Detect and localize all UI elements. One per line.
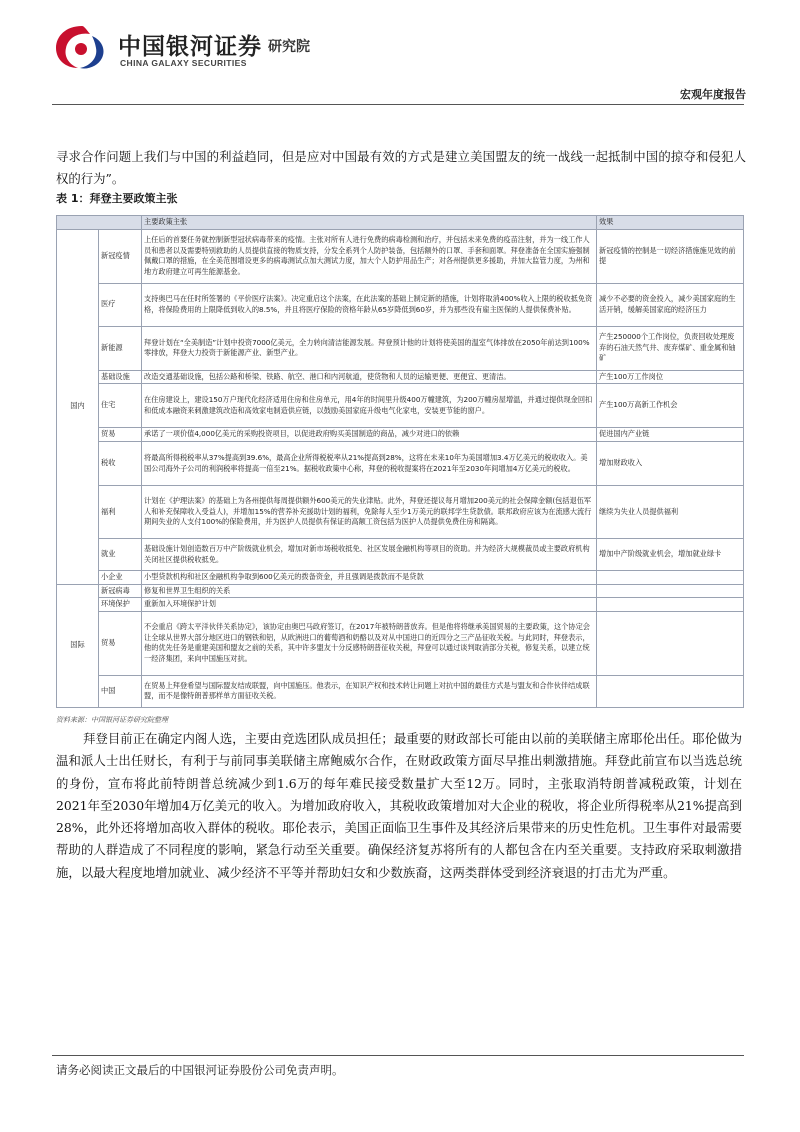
effect-cell: 产生250000个工作岗位，负责回收处理废弃的石油天然气井、废弃煤矿、重金属和铀矿 xyxy=(597,326,744,370)
topic-cell: 福利 xyxy=(99,486,142,539)
domestic-section xyxy=(57,229,744,584)
table-source: 资料来源：中国银河证券研究院整理 xyxy=(56,716,168,724)
table-row xyxy=(57,611,744,675)
topic-cell: 中国 xyxy=(99,675,142,707)
effect-cell: 新冠疫情的控制是一切经济措施施见效的前提 xyxy=(597,229,744,283)
table-row xyxy=(57,571,744,585)
table-row xyxy=(57,326,744,370)
topic-cell: 小企业 xyxy=(99,571,142,585)
effect-cell: 产生100万工作岗位 xyxy=(597,370,744,384)
table-header-row xyxy=(57,216,744,230)
policy-cell: 在贸易上拜登希望与国际盟友结成联盟，向中国施压。他表示，在知识产权和技术转让问题上对抗中国的最佳方式是与盟友和合作伙伴结成联盟，而不是像特朗普那样单方面征收关税。 xyxy=(142,675,597,707)
effect-cell: 促进国内产业链 xyxy=(597,428,744,442)
topic-cell: 贸易 xyxy=(99,428,142,442)
logo-chinese-name: 中国银河证券 xyxy=(118,34,262,60)
policy-cell: 上任后的首要任务就控制新型冠状病毒带来的疫情。主张对所有人进行免费的病毒检测和治疗，并包括未来免费的疫苗注射，并为一线工作人员和患者以及需要特别救助的人员提供直接的物质支持，分发全系列个人防护装备，包括额外的口罩、手套和面罩。拜登准备在全国实施强制佩戴口罩的措施，在全美范围增设更多的病毒测试点加大测试力度，加大个人防护用品生产；对各州提供更多援助，并加大监管力度，为州和地方政府建立可再生能源基金。 xyxy=(142,229,597,283)
policy-cell: 重新加入环境保护计划 xyxy=(142,598,597,612)
page-header xyxy=(0,0,800,110)
topic-cell: 税收 xyxy=(99,442,142,486)
policy-cell: 承诺了一项价值4,000亿美元的采购投资项目，以促进政府购买美国制造的商品，减少对进口的依赖 xyxy=(142,428,597,442)
policy-cell: 计划在《护理法案》的基础上为各州提供每周提供额外600美元的失业津贴。此外，拜登还提议每月增加200美元的社会保障金额(包括退伍军人和补充保障收入受益人)，并增加15%的营养补充援助计划的福利，免除每人至少1万美元的联邦学生贷款债。联邦政府应该为在流感大流行期间失业的人支付100%的保险费用，并为医护人员提供有保证的高额工资包括为医护人员提供免费住房和隔离。 xyxy=(142,486,597,539)
effect-cell: 继续为失业人员提供福利 xyxy=(597,486,744,539)
topic-cell: 环境保护 xyxy=(99,598,142,612)
region-cell: 国际 xyxy=(57,584,99,707)
report-type-label: 宏观年度报告 xyxy=(680,88,746,101)
effect-cell: 减少不必要的资金投入，减少美国家庭的生活开销，缓解美国家庭的经济压力 xyxy=(597,283,744,326)
table-row xyxy=(57,428,744,442)
topic-cell: 贸易 xyxy=(99,611,142,675)
table-row xyxy=(57,675,744,707)
table-row xyxy=(57,370,744,384)
table-caption: 表 1：拜登主要政策主张 xyxy=(56,192,178,205)
policy-cell: 将最高所得税税率从37%提高到39.6%，最高企业所得税税率从21%提高到28%，这将在未来10年为美国增加3.4万亿美元的税收收入。美国公司海外子公司的利润税率将提高一倍至21%。据税收政策中心称，拜登的税收提案将在2021年至2030年间增加4万亿美元的税收。 xyxy=(142,442,597,486)
table-row xyxy=(57,442,744,486)
effect-cell: 增加财政收入 xyxy=(597,442,744,486)
intro-paragraph: 寻求合作问题上我们与中国的利益趋同，但是应对中国最有效的方式是建立美国盟友的统一战线一起抵制中国的掠夺和侵犯人权的行为”。 xyxy=(56,149,746,186)
region-cell: 国内 xyxy=(57,229,99,584)
header-divider xyxy=(52,104,744,105)
logo-institute: 研究院 xyxy=(268,39,310,55)
effect-cell xyxy=(597,675,744,707)
effect-cell: 产生100万高新工作机会 xyxy=(597,384,744,428)
topic-cell: 新能源 xyxy=(99,326,142,370)
policy-cell: 不会重启《跨太平洋伙伴关系协定》，该协定由奥巴马政府签订，在2017年被特朗普放弃。但是他将将继承美国贸易的主要政策，这个协定会让全球从世界大部分地区进口的钢铁和铝，从欧洲进口的葡萄酒和奶酪以及对从中国进口的近四分之三产品征收关税。与此同时，拜登表示，他的优先任务是重建美国和盟友之前的关系，其中许多盟友十分反感特朗普征收关税，拜登可以通过谈判取消部分关税，修复关系，以建立统一经济集团，来向中国施压对抗。 xyxy=(142,611,597,675)
effect-cell xyxy=(597,571,744,585)
international-section xyxy=(57,584,744,707)
effect-cell xyxy=(597,598,744,612)
topic-cell: 住宅 xyxy=(99,384,142,428)
topic-cell: 医疗 xyxy=(99,283,142,326)
effect-cell xyxy=(597,584,744,598)
table-row xyxy=(57,584,744,598)
table-row xyxy=(57,539,744,571)
effect-cell xyxy=(597,611,744,675)
table-row xyxy=(57,384,744,428)
table-row xyxy=(57,598,744,612)
topic-cell: 就业 xyxy=(99,539,142,571)
logo-english-name: CHINA GALAXY SECURITIES xyxy=(120,58,247,68)
table-row xyxy=(57,283,744,326)
table-header-policy: 主要政策主张 xyxy=(142,216,597,230)
topic-cell: 基础设施 xyxy=(99,370,142,384)
policy-cell: 小型贷款机构和社区金融机构争取到600亿美元的拨备资金，并且强调是拨款而不是贷款 xyxy=(142,571,597,585)
effect-cell: 增加中产阶级就业机会，增加就业绿卡 xyxy=(597,539,744,571)
topic-cell: 新冠疫情 xyxy=(99,229,142,283)
table-row xyxy=(57,486,744,539)
policy-cell: 支持奥巴马在任时所签署的《平价医疗法案》。决定重启这个法案，在此法案的基础上制定新的措施，计划将取消400%收入上限的税收抵免资格，将保险费用的上限降低到收入的8.5%，并且将医疗保险的资格年龄从65岁降低到60岁，并为那些没有雇主医保的人提供保费补贴。 xyxy=(142,283,597,326)
policy-cell: 在住房建设上，建设150万户现代化经济适用住房和住房单元，用4年的时间里升级400万幢建筑，为200万幢房屋增温，并通过提供现金回扣和低成本融资来刺激建筑改造和高效家电制造供应链，以鼓励美国家庭升级电气化家电，安装更节能的窗户。 xyxy=(142,384,597,428)
footer-divider xyxy=(52,1055,744,1056)
body-paragraph: 拜登目前正在确定内阁人选，主要由竞选团队成员担任；最重要的财政部长可能由以前的美联储主席耶伦出任。耶伦做为温和派人士出任财长，有利于与前同事美联储主席鲍威尔合作，在财政政策方面尽早推出刺激措施。拜登此前宣布以当选总统的身份，宣布将此前特朗普总统减少到1.6万的每年难民接受数量扩大至12万。同时，主张取消特朗普减税政策，计划在2021年至2030年增加4万亿美元的收入。为增加政府收入，其税收政策增加对大企业的税收，将企业所得税率从21%提高到28%，此外还将增加高收入群体的税收。耶伦表示，美国正面临卫生事件及其经济后果带来的历史性危机。卫生事件对最需要帮助的人群造成了不同程度的影响，紧急行动至关重要。确保经济复苏将所有的人都包含在内至关重要。支持政府采取刺激措施，以最大程度地增加就业、减少经济不平等并帮助妇女和少数族裔，这两类群体受到经济衰退的打击尤为严重。 xyxy=(56,731,742,880)
policy-cell: 基础设施计划创造数百万中产阶级就业机会，增加对新市场税收抵免、社区发展金融机构等项目的资助。并为经济大规模裁员或主要政府机构关闭社区提供税收抵免。 xyxy=(142,539,597,571)
policy-cell: 拜登计划在“全美制造”计划中投资7000亿美元，全力转向清洁能源发展。拜登预计他的计划将使美国的温室气体排放在2050年前达到100%零排放，拜登大力投资于新能源产业、新型产业。 xyxy=(142,326,597,370)
table-header-blank xyxy=(57,216,142,230)
policy-cell: 修复和世界卫生组织的关系 xyxy=(142,584,597,598)
policy-table xyxy=(56,215,744,708)
topic-cell: 新冠病毒 xyxy=(99,584,142,598)
policy-cell: 改造交通基础设施，包括公路和桥梁、铁路、航空、港口和内河航道，使货物和人员的运输更便、更便宜、更清洁。 xyxy=(142,370,597,384)
galaxy-logo-icon xyxy=(52,22,112,72)
footer-disclaimer: 请务必阅读正文最后的中国银河证券股份公司免责声明。 xyxy=(56,1063,344,1077)
table-header-effect: 效果 xyxy=(597,216,744,230)
table-row xyxy=(57,229,744,283)
